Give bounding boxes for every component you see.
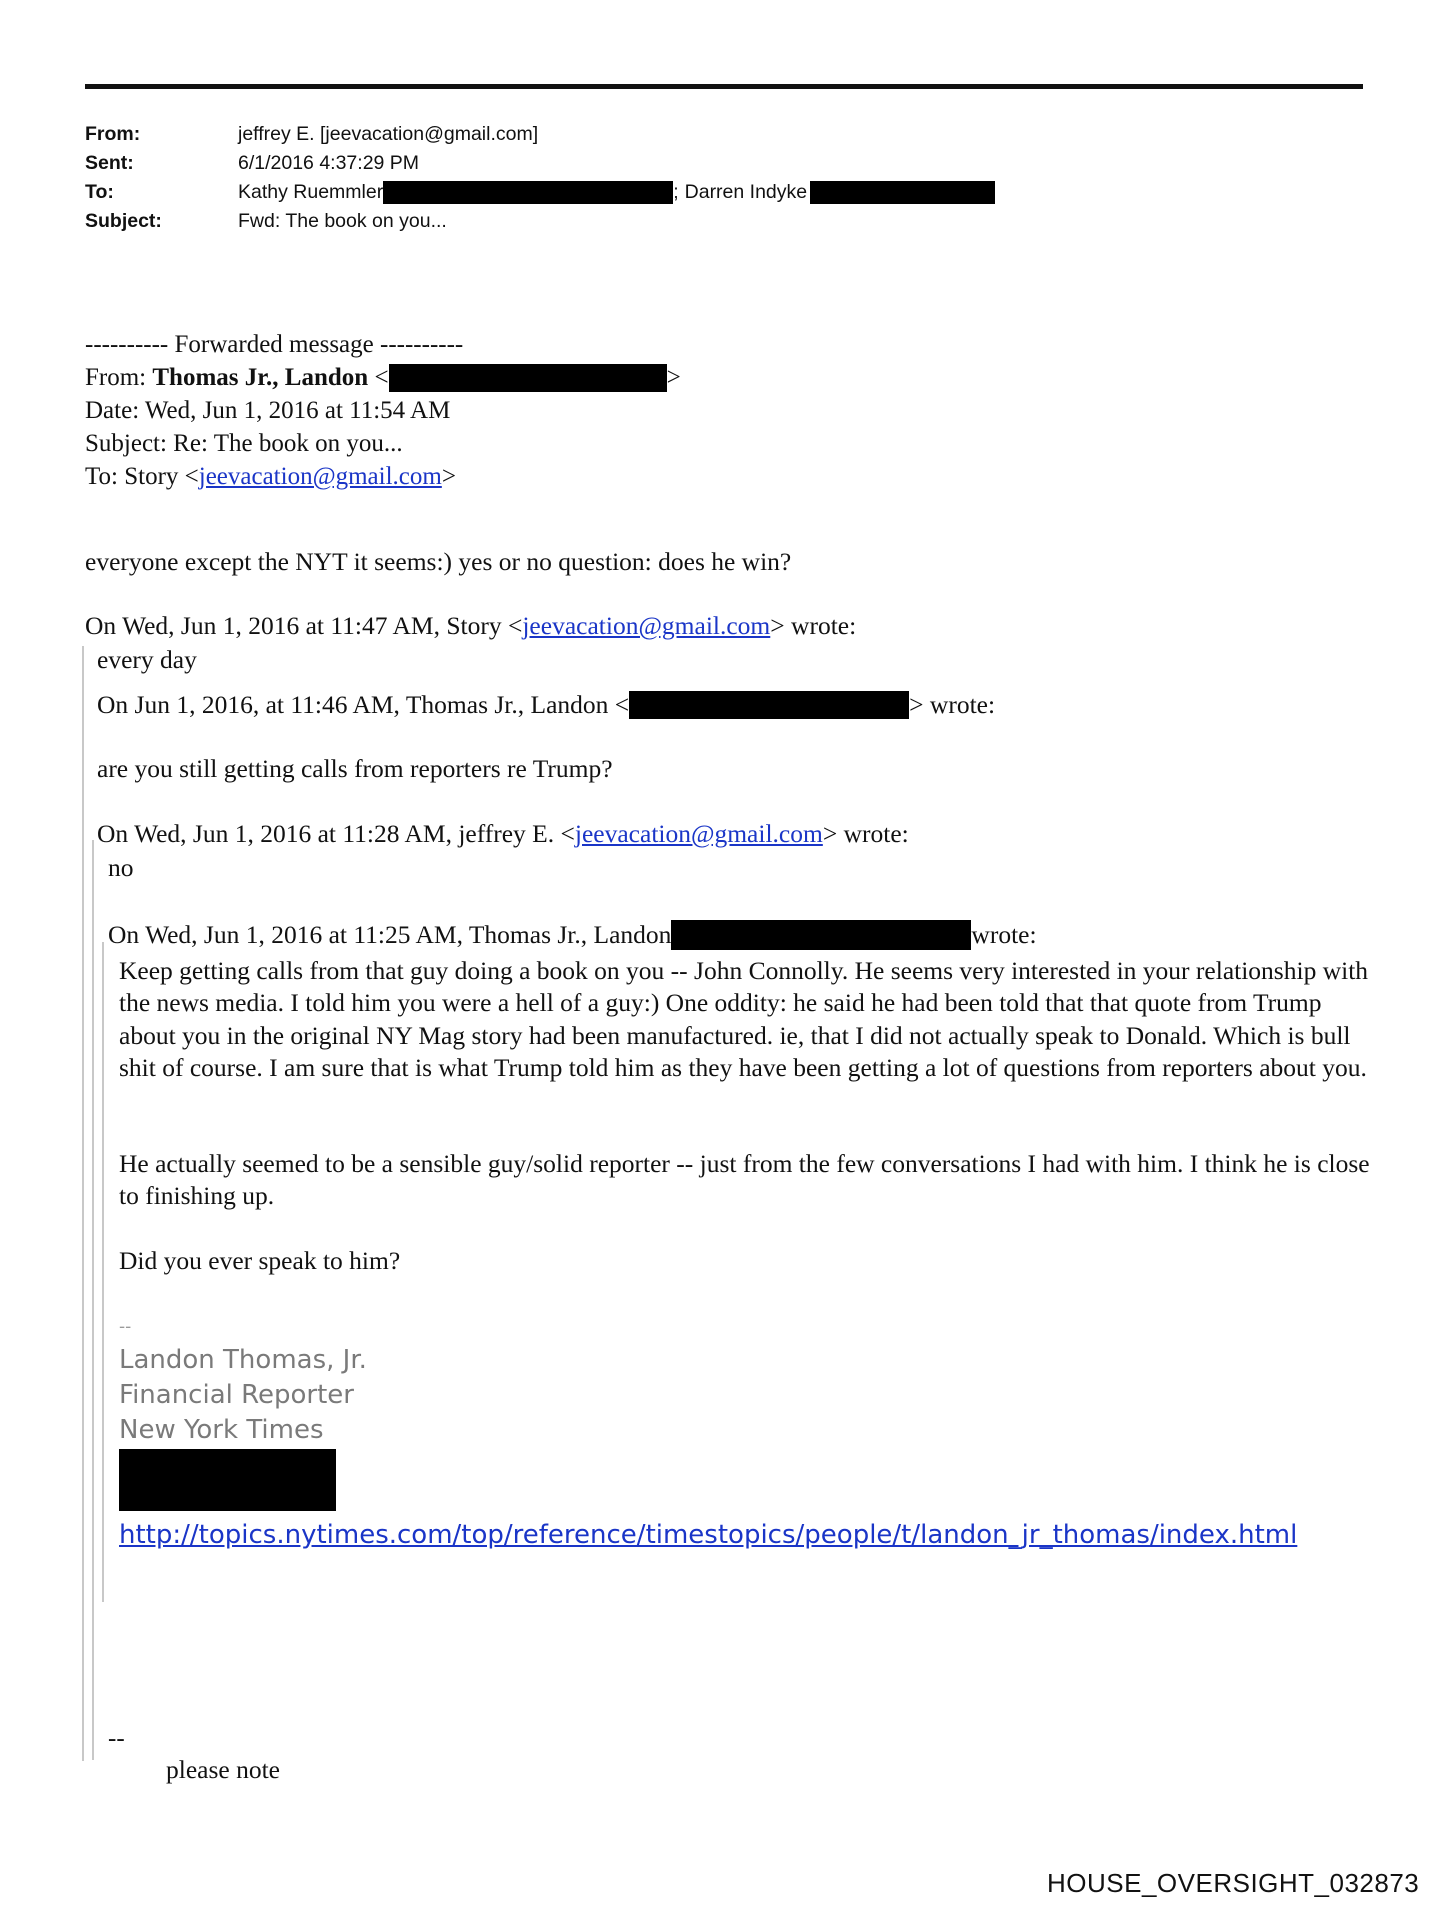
quote-attribution: On Wed, Jun 1, 2016 at 11:47 AM, Story < jeevacation@gmail.com > wrote: xyxy=(85,611,857,640)
signature-dashes: -- xyxy=(119,1317,132,1337)
email-header xyxy=(85,120,995,236)
signature-org: New York Times xyxy=(119,1415,324,1445)
message-paragraph: Keep getting calls from that guy doing a book on you -- John Connolly. He seems very interested in your relationship with the news media. I told him you were a hell of a guy:) One oddity: he said he had been told that that quote from Trump about you in the original NY Mag story had been manufactured. ie, that I did not actually speak to Donald. Which is bull shit of course. I am sure that is what Trump told him as they have been getting a lot of questions from reporters about you. xyxy=(119,956,1369,1082)
forward-from: From: Thomas Jr., Landon < > xyxy=(85,361,681,394)
message-paragraph: He actually seemed to be a sensible guy/solid reporter -- just from the few conversations I had with him. I think he is close to finishing up. xyxy=(119,1149,1370,1211)
redaction-box xyxy=(810,181,995,204)
signature-link[interactable]: http://topics.nytimes.com/top/reference/timestopics/people/t/landon_jr_thomas/index.html xyxy=(119,1520,1298,1550)
to-recipient-2: Darren Indyke xyxy=(684,181,808,203)
message-paragraph: Did you ever speak to him? xyxy=(119,1246,401,1275)
redaction-box xyxy=(671,920,971,950)
email-link[interactable]: jeevacation@gmail.com xyxy=(522,611,771,640)
signature-name: Landon Thomas, Jr. xyxy=(119,1345,367,1375)
subject-value: Fwd: The book on you... xyxy=(238,210,447,232)
quote-bar xyxy=(102,942,104,1602)
subject-label: Subject: xyxy=(85,210,162,232)
email-link[interactable]: jeevacation@gmail.com xyxy=(198,463,442,490)
sent-value: 6/1/2016 4:37:29 PM xyxy=(238,152,420,174)
forwarded-header xyxy=(85,328,681,493)
to-recipient-1: Kathy Ruemmler xyxy=(238,181,384,203)
header-sent-row xyxy=(85,149,995,178)
quote-bar xyxy=(82,646,84,1761)
to-separator: ; xyxy=(673,181,679,203)
quote-attribution: On Wed, Jun 1, 2016 at 11:28 AM, jeffrey E. < jeevacation@gmail.com > wrote: xyxy=(97,819,909,848)
quote-bar xyxy=(92,840,94,1760)
redaction-box xyxy=(119,1449,336,1511)
redaction-box xyxy=(383,181,673,204)
header-to-row xyxy=(85,178,995,207)
quote-attribution: On Wed, Jun 1, 2016 at 11:25 AM, Thomas Jr., Landon wrote: xyxy=(108,920,1037,949)
from-label: From: xyxy=(85,123,141,145)
sent-label: Sent: xyxy=(85,152,134,174)
bates-number: HOUSE_OVERSIGHT_032873 xyxy=(1047,1868,1420,1898)
header-subject-row xyxy=(85,207,995,236)
forward-date: Date: Wed, Jun 1, 2016 at 11:54 AM xyxy=(85,397,451,424)
redaction-box xyxy=(389,364,667,392)
message-text: every day xyxy=(97,645,197,674)
forward-from-name: Thomas Jr., Landon xyxy=(152,364,369,391)
trailing-note: please note xyxy=(166,1755,280,1784)
trailing-dashes: -- xyxy=(108,1725,125,1752)
to-value xyxy=(238,178,995,207)
header-from-row xyxy=(85,120,995,149)
email-link[interactable]: jeevacation@gmail.com xyxy=(574,819,823,848)
signature-title: Financial Reporter xyxy=(119,1380,354,1410)
from-value: jeffrey E. [jeevacation@gmail.com] xyxy=(238,123,539,145)
signature-block xyxy=(119,1343,367,1448)
message-text: everyone except the NYT it seems:) yes or no question: does he win? xyxy=(85,547,792,576)
forward-divider: ---------- Forwarded message ---------- xyxy=(85,331,464,358)
quote-attribution: On Jun 1, 2016, at 11:46 AM, Thomas Jr., Landon < > wrote: xyxy=(97,690,996,719)
forward-to: To: Story < jeevacation@gmail.com > xyxy=(85,460,681,493)
redaction-box xyxy=(629,691,909,719)
to-label: To: xyxy=(85,181,114,203)
forward-subject: Subject: Re: The book on you... xyxy=(85,430,403,457)
message-text: no xyxy=(108,853,134,882)
top-rule xyxy=(85,84,1363,89)
message-text: are you still getting calls from reporters re Trump? xyxy=(97,754,613,783)
